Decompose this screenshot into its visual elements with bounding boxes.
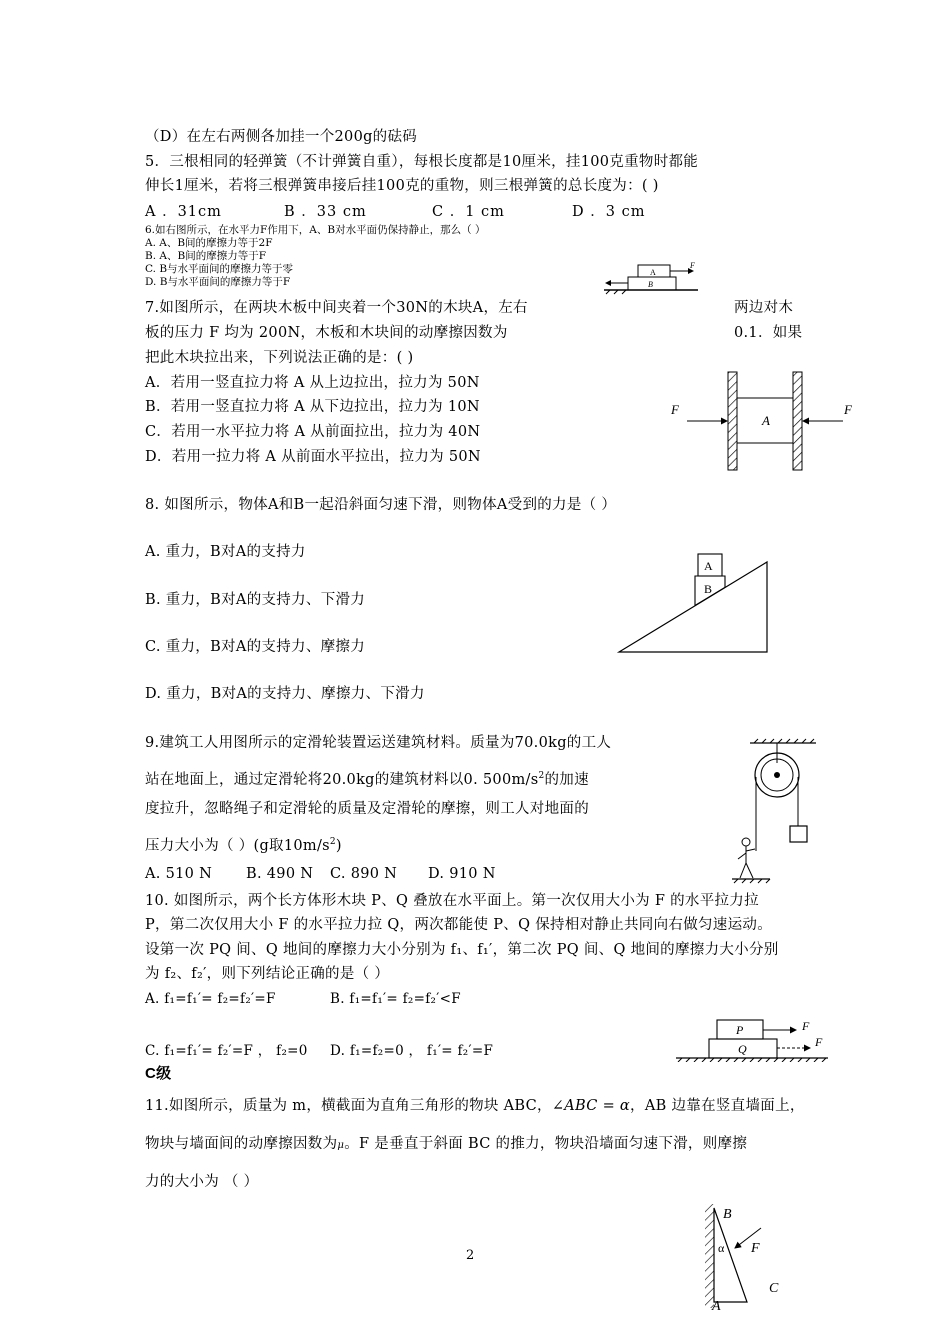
q10-option-c: C. f₁=f₁′= f₂′=F ， f₂=0: [145, 1043, 308, 1059]
q8-option-d: D. 重力，B对A的支持力、摩擦力、下滑力: [145, 686, 425, 702]
q9-option-d: D. 910 N: [428, 866, 496, 882]
q11-label-f: F: [751, 1241, 760, 1256]
q7-label-f-left: F: [671, 402, 679, 417]
q10-label-f2: F: [815, 1035, 823, 1049]
q7-stem-line1a: 7.如图所示，在两块木板中间夹着一个30N的木块A，左右: [145, 300, 528, 316]
q10-stem-line3: 设第一次 PQ 间、Q 地间的摩擦力大小分别为 f₁、f₁′，第二次 PQ 间、Q 地间的摩擦力大小分别: [145, 942, 779, 958]
q8-incline: [619, 562, 767, 652]
q10-option-d: D. f₁=f₂=0 ， f₁′= f₂′=F: [330, 1043, 494, 1059]
q9-stem-line2-sup: 2: [538, 771, 545, 781]
q11-figure: [695, 1196, 795, 1312]
q11-label-a: A: [712, 1299, 721, 1312]
q4-option-d: （D）在左右两侧各加挂一个200g的砝码: [145, 129, 418, 145]
q10-option-b: B. f₁=f₁′= f₂=f₂′<F: [330, 991, 461, 1007]
q9-stem-line4-text: 压力大小为（ ）(g取10m/s: [145, 837, 330, 854]
q5-option-b: B ．33 cm: [284, 204, 367, 220]
q10-stem-line1: 10. 如图所示，两个长方体形木块 P、Q 叠放在水平面上。第一次仅用大小为 F 的水平拉力拉: [145, 893, 759, 909]
q10-label-p: P: [736, 1023, 744, 1037]
q11-stem-line1: [145, 1096, 805, 1116]
q9-figure: [730, 733, 825, 885]
q9-stem-line2-end: 的加速: [544, 771, 589, 788]
q5-stem-line1: 5．三根相同的轻弹簧（不计弹簧自重），每根长度都是10厘米，挂100克重物时都能: [145, 154, 699, 170]
q6-label-a: A: [650, 268, 656, 277]
q7-stem-line1b: 两边对木: [734, 300, 794, 316]
q11-stem-line3: 力的大小为 （ ）: [145, 1174, 259, 1190]
q11-stem-line1-text: 11.如图所示，质量为 m，横截面为直角三角形的物块 ABC，: [145, 1098, 552, 1114]
q9-stem-line2: [145, 766, 589, 790]
q9-stem-line1: 9.建筑工人用图所示的定滑轮装置运送建筑材料。质量为70.0kg的工人: [145, 735, 612, 751]
q6-option-b: B. A、B间的摩擦力等于F: [145, 250, 266, 262]
q7-option-a: A．若用一竖直拉力将 A 从上边拉出，拉力为 50N: [145, 375, 480, 391]
q9-option-a: A. 510 N: [145, 866, 213, 882]
q9-stem-line2-text: 站在地面上，通过定滑轮将20.0kg的建筑材料以0. 500m/s: [145, 771, 539, 788]
q11-wall: [705, 1204, 714, 1308]
q7-label-f-right: F: [844, 402, 852, 417]
q7-stem-line3: 把此木块拉出来，下列说法正确的是：( ): [145, 350, 414, 366]
q11-stem-line2-end: 。F 是垂直于斜面 BC 的推力，物块沿墙面匀速下滑，则摩擦: [344, 1136, 748, 1152]
q11-stem-line2-text: 物块与墙面间的动摩擦因数为: [145, 1136, 338, 1152]
q7-option-b: B．若用一竖直拉力将 A 从下边拉出，拉力为 10N: [145, 399, 480, 415]
q11-angle-expr: ∠ABC = α: [551, 1098, 631, 1114]
q9-option-b: B. 490 N: [246, 866, 314, 882]
q6-figure: [598, 258, 708, 300]
q7-left-board: [728, 372, 737, 470]
q5-option-c: C ．1 cm: [432, 204, 505, 220]
q9-stem-line4-sup: 2: [329, 837, 336, 847]
q7-figure: [665, 368, 865, 473]
q9-worker-icon: [738, 838, 755, 878]
q6-option-d: D. B与水平面间的摩擦力等于F: [145, 276, 291, 288]
q7-stem-line2b: 0.1．如果: [734, 325, 803, 341]
q9-pulley-axle: [774, 772, 780, 778]
q11-triangle-block: [714, 1208, 747, 1302]
q5-stem-line2: 伸长1厘米，若将三根弹簧串接后挂100克的重物，则三根弹簧的总长度为：( ): [145, 178, 659, 194]
section-heading: C级: [145, 1065, 172, 1082]
q7-stem-line2a: 板的压力 F 均为 200N，木板和木块间的动摩擦因数为: [145, 325, 508, 341]
q7-option-c: C．若用一水平拉力将 A 从前面拉出，拉力为 40N: [145, 424, 481, 440]
q9-stem-line3: 度拉升，忽略绳子和定滑轮的质量及定滑轮的摩擦，则工人对地面的: [145, 801, 589, 817]
q6-option-a: A. A、B间的摩擦力等于2F: [145, 237, 273, 249]
q11-mu-symbol: μ: [337, 1140, 345, 1151]
q10-stem-line2: P，第二次仅用大小 F 的水平拉力拉 Q，两次都能使 P、Q 保持相对静止共同向右做匀速运动。: [145, 917, 772, 933]
q8-label-a: A: [704, 559, 713, 573]
q10-label-f1: F: [802, 1019, 810, 1033]
q7-option-d: D．若用一拉力将 A 从前面水平拉出，拉力为 50N: [145, 449, 481, 465]
q9-option-c: C. 890 N: [330, 866, 398, 882]
q9-stem-line4-end: ): [335, 837, 342, 854]
q6-stem: 6.如右图所示，在水平力F作用下，A、B对水平面仍保持静止，那么（ ）: [145, 224, 486, 236]
q10-stem-line4: 为 f₂、f₂′，则下列结论正确的是（ ）: [145, 966, 390, 982]
q8-option-a: A. 重力，B对A的支持力: [145, 544, 306, 560]
q7-label-a: A: [762, 413, 770, 428]
q5-option-a: A ．31cm: [145, 204, 222, 220]
q11-label-c: C: [769, 1281, 779, 1296]
q11-label-b: B: [723, 1207, 732, 1222]
q8-label-b: B: [704, 582, 713, 596]
q8-option-b: B. 重力，B对A的支持力、下滑力: [145, 592, 366, 608]
q9-material-block: [790, 826, 807, 842]
q8-figure: [615, 548, 775, 656]
q8-stem: 8. 如图所示，物体A和B一起沿斜面匀速下滑，则物体A受到的力是（ ）: [145, 497, 617, 513]
q10-label-q: Q: [738, 1042, 747, 1056]
q7-right-board: [793, 372, 802, 470]
q11-label-alpha: α: [718, 1241, 725, 1255]
q10-figure: [672, 1016, 832, 1062]
q10-option-a: A. f₁=f₁′= f₂=f₂′=F: [145, 991, 276, 1007]
q9-stem-line4: [145, 832, 342, 856]
q11-stem-line1-end: ，AB 边靠在竖直墙面上，: [630, 1098, 805, 1114]
q11-stem-line2: [145, 1134, 747, 1156]
q8-option-c: C. 重力，B对A的支持力、摩擦力: [145, 639, 366, 655]
q6-label-f: F: [690, 261, 695, 270]
q6-option-c: C. B与水平面间的摩擦力等于零: [145, 263, 294, 275]
page-number: 2: [466, 1248, 475, 1263]
q5-option-d: D ．3 cm: [572, 204, 646, 220]
q6-label-b: B: [648, 280, 653, 289]
